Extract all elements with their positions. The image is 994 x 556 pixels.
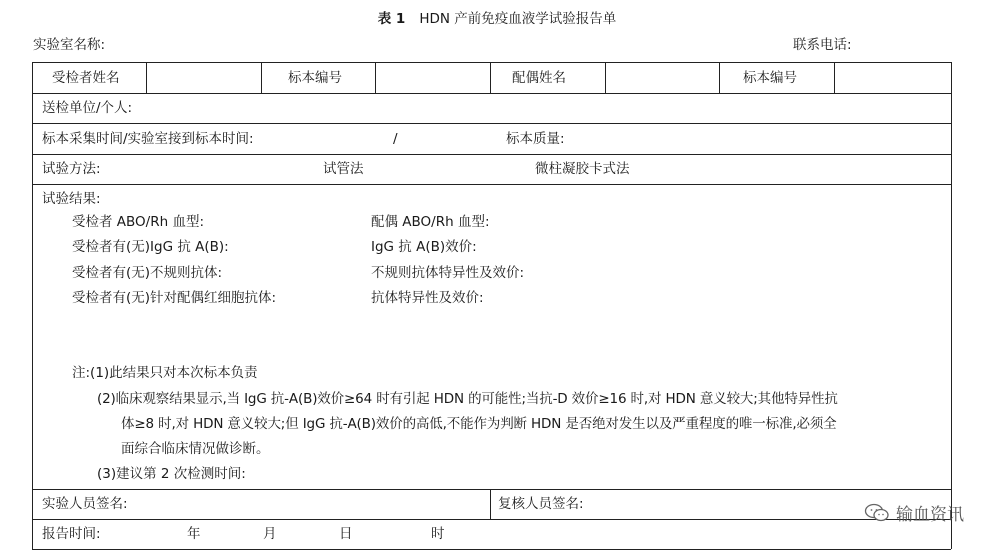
result-field: 受检者 ABO/Rh 血型: xyxy=(72,214,205,230)
row-divider xyxy=(32,154,951,155)
result-field: 抗体特异性及效价: xyxy=(371,290,484,306)
watermark xyxy=(864,500,964,525)
contact-phone-label: 联系电话: xyxy=(793,37,852,53)
result-field: 受检者有(无)IgG 抗 A(B): xyxy=(72,239,229,255)
sample-quality-label: 标本质量: xyxy=(506,131,565,147)
sample-number-label: 标本编号 xyxy=(288,70,342,86)
gel-card-method: 微柱凝胶卡式法 xyxy=(535,161,630,177)
table-border-bottom xyxy=(32,549,951,550)
row-divider xyxy=(32,184,951,185)
note-3: (3)建议第 2 次检测时间: xyxy=(97,466,246,482)
cell-divider xyxy=(490,62,491,93)
wechat-icon xyxy=(864,503,890,523)
time-separator: / xyxy=(393,131,398,147)
patient-name-label: 受检者姓名 xyxy=(52,70,120,86)
result-field: 配偶 ABO/Rh 血型: xyxy=(371,214,490,230)
table-number: 表 1 xyxy=(377,11,406,27)
lab-name-label: 实验室名称: xyxy=(33,37,106,53)
row-divider xyxy=(32,123,951,124)
result-field: 受检者有(无)针对配偶红细胞抗体: xyxy=(72,290,277,306)
cell-divider xyxy=(490,489,491,519)
test-method-label: 试验方法: xyxy=(42,161,101,177)
spouse-sample-number-label: 标本编号 xyxy=(743,70,797,86)
row-divider xyxy=(32,519,951,520)
note-2-line-3: 面综合临床情况做诊断。 xyxy=(121,441,270,457)
cell-divider xyxy=(146,62,147,93)
table-border-top xyxy=(32,62,951,63)
month-label: 月 xyxy=(263,526,277,542)
note-2-line-2: 体≥8 时,对 HDN 意义较大;但 IgG 抗-A(B)效价的高低,不能作为判断 HDN 是否绝对发生以及严重程度的唯一标准,必须全 xyxy=(121,416,837,432)
cell-divider xyxy=(719,62,720,93)
watermark-text: 输血资讯 xyxy=(896,505,964,525)
results-heading: 试验结果: xyxy=(42,191,101,207)
report-time-label: 报告时间: xyxy=(42,526,101,542)
row-divider xyxy=(32,489,951,490)
cell-divider xyxy=(375,62,376,93)
result-field: 受检者有(无)不规则抗体: xyxy=(72,265,223,281)
table-border-right xyxy=(951,62,952,549)
result-field: IgG 抗 A(B)效价: xyxy=(371,239,477,255)
title-text: HDN 产前免疫血液学试验报告单 xyxy=(419,11,617,27)
note-1: 注:(1)此结果只对本次标本负责 xyxy=(72,365,258,381)
row-divider xyxy=(32,93,951,94)
submitter-label: 送检单位/个人: xyxy=(42,100,133,116)
document-title xyxy=(0,10,994,28)
spouse-name-label: 配偶姓名 xyxy=(512,70,566,86)
tube-method: 试管法 xyxy=(323,161,364,177)
table-border-left xyxy=(32,62,33,549)
reviewer-signature-label: 复核人员签名: xyxy=(498,496,584,512)
cell-divider xyxy=(605,62,606,93)
hour-label: 时 xyxy=(431,526,445,542)
cell-divider xyxy=(834,62,835,93)
year-label: 年 xyxy=(187,526,201,542)
result-field: 不规则抗体特异性及效价: xyxy=(371,265,525,281)
day-label: 日 xyxy=(339,526,353,542)
sample-time-label: 标本采集时间/实验室接到标本时间: xyxy=(42,131,254,147)
note-2-line-1: (2)临床观察结果显示,当 IgG 抗-A(B)效价≥64 时有引起 HDN 的可能性;当抗-D 效价≥16 时,对 HDN 意义较大;其他特异性抗 xyxy=(97,391,838,407)
cell-divider xyxy=(261,62,262,93)
tester-signature-label: 实验人员签名: xyxy=(42,496,128,512)
